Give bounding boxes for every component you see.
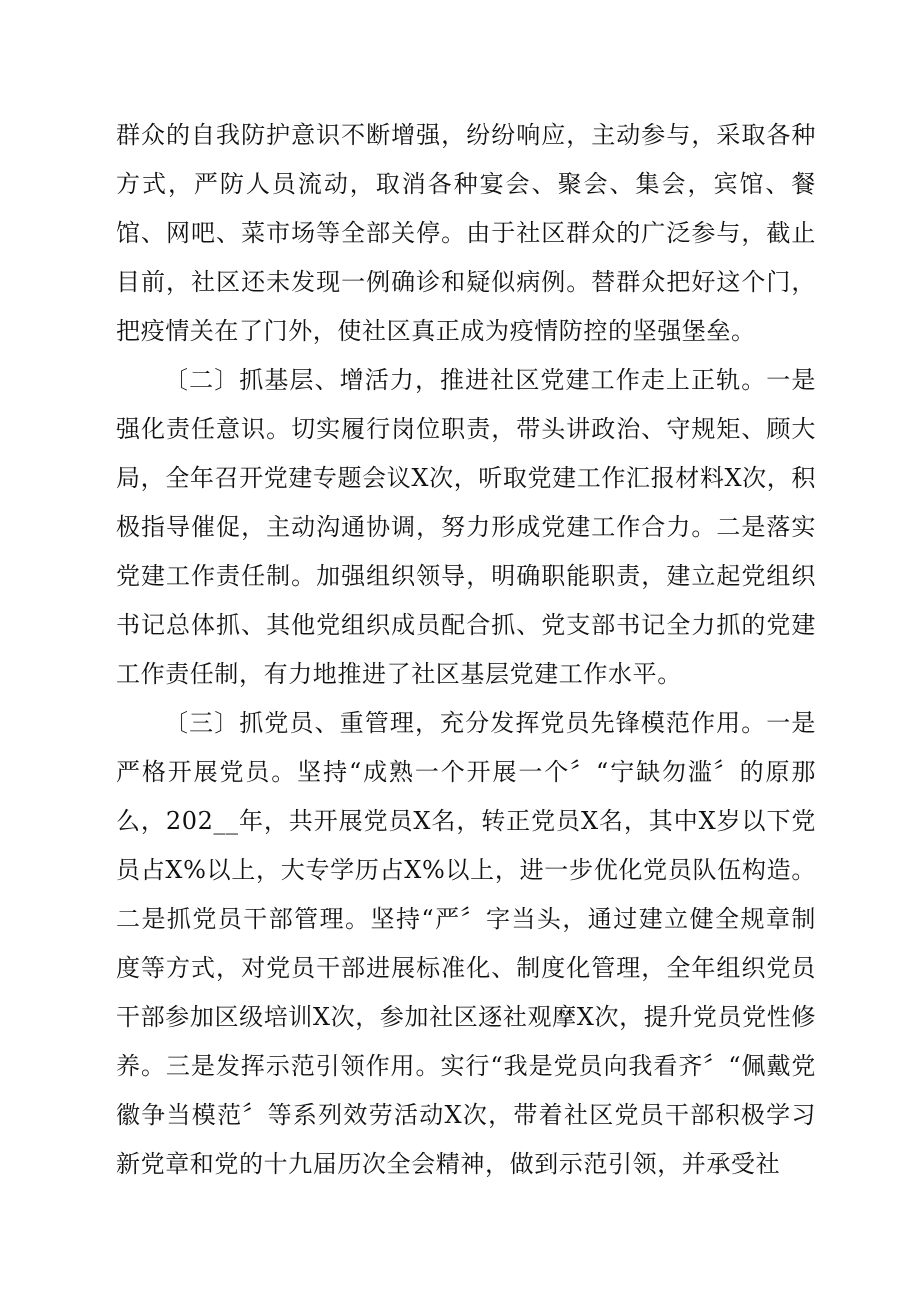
paragraph-section-two: 〔二〕抓基层、增活力，推进社区党建工作走上正轨。一是强化责任意识。切实履行岗位职责，带头讲政治、守规矩、顾大局，全年召开党建专题会议X次，听取党建工作汇报材料X次，积极指导催促，主动沟通协调，努力形成党建工作合力。二是落实党建工作责任制。加强组织领导，明确职能职责，建立起党组织书记总体抓、其他党组织成员配合抓、党支部书记全力抓的党建工作责任制，有力地推进了社区基层党建工作水平。: [116, 366, 816, 688]
document-body: [116, 111, 816, 1189]
paragraph-section-three: 〔三〕抓党员、重管理，充分发挥党员先锋模范作用。一是严格开展党员。坚持“成熟一个开展一个〞“宁缺勿滥〞的原那么，202__年，共开展党员X名，转正党员X名，其中X岁以下党员占X%以上，大专学历占X%以上，进一步优化党员队伍构造。二是抓党员干部管理。坚持“严〞字当头，通过建立健全规章制度等方式，对党员干部进展标准化、制度化管理，全年组织党员干部参加区级培训X次，参加社区逐社观摩X次，提升党员党性修养。三是发挥示范引领作用。实行“我是党员向我看齐〞“佩戴党徽争当模范〞等系列效劳活动X次，带着社区党员干部积极学习新党章和党的十九届历次全会精神，做到示范引领，并承受社: [116, 709, 816, 1178]
paragraph-continuation: 群众的自我防护意识不断增强，纷纷响应，主动参与，采取各种方式，严防人员流动，取消各种宴会、聚会、集会，宾馆、餐馆、网吧、菜市场等全部关停。由于社区群众的广泛参与，截止目前，社区还未发现一例确诊和疑似病例。替群众把好这个门，把疫情关在了门外，使社区真正成为疫情防控的坚强堡垒。: [116, 121, 816, 345]
